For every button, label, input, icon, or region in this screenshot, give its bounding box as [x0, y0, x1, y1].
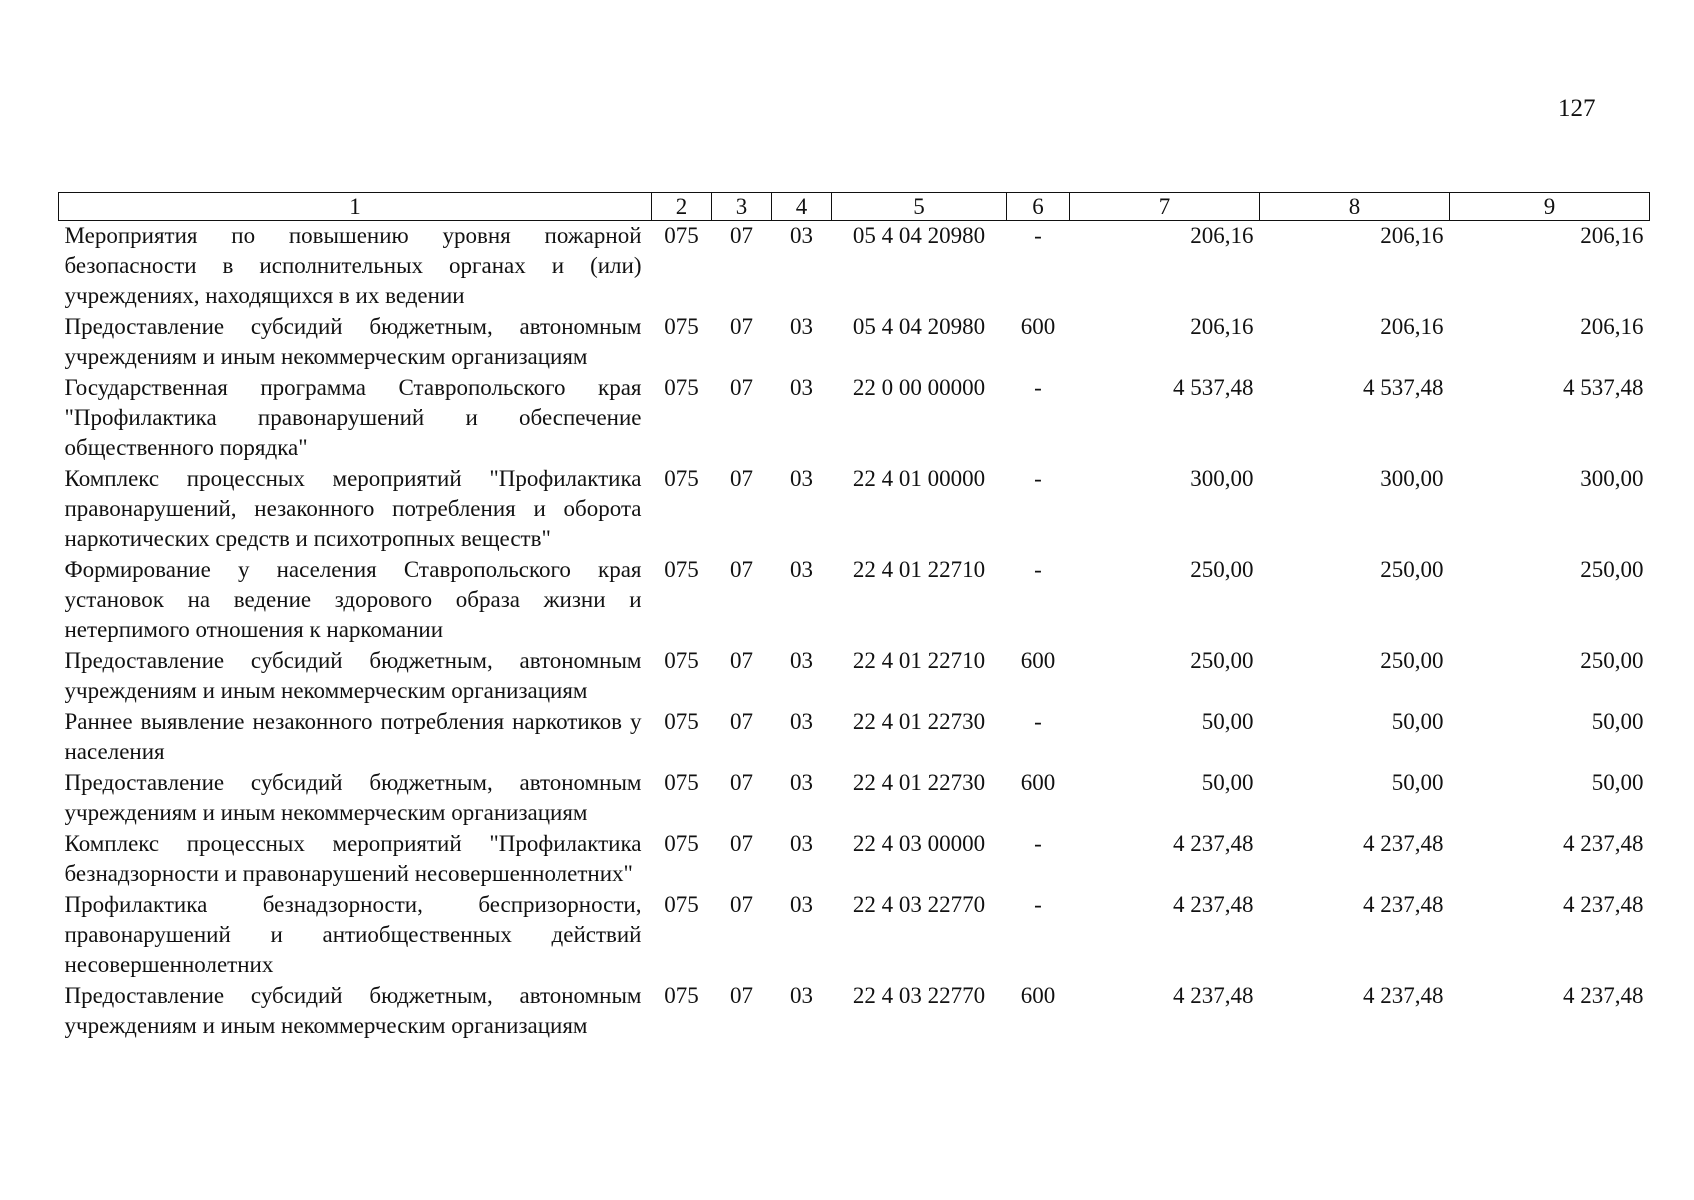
item-name: Предоставление субсидий бюджетным, автономным учреждениям и иным некоммерческим организациям — [64, 983, 642, 1038]
expense-type-code: - — [1034, 709, 1042, 734]
item-name: Раннее выявление незаконного потребления наркотиков у населения — [64, 709, 642, 764]
subsection-code: 03 — [790, 466, 813, 491]
amount-col7: 250,00 — [1190, 648, 1254, 673]
ministry-code: 075 — [664, 709, 699, 734]
amount-col7: 4 237,48 — [1173, 892, 1254, 917]
amount-col7: 250,00 — [1190, 557, 1254, 582]
expense-type-code: - — [1034, 223, 1042, 248]
item-name: Предоставление субсидий бюджетным, автономным учреждениям и иным некоммерческим организациям — [64, 770, 642, 825]
subsection-code: 03 — [790, 770, 813, 795]
item-name: Предоставление субсидий бюджетным, автономным учреждениям и иным некоммерческим организациям — [64, 314, 642, 369]
target-article-code: 22 4 03 00000 — [852, 831, 986, 856]
page-number: 127 — [1558, 95, 1596, 122]
subsection-code: 03 — [790, 983, 813, 1008]
target-article-code: 22 4 03 22770 — [852, 892, 986, 917]
amount-col7: 50,00 — [1201, 709, 1254, 734]
ministry-code: 075 — [664, 223, 699, 248]
section-code: 07 — [730, 983, 753, 1008]
header-cell: 9 — [1450, 193, 1650, 221]
amount-col7: 4 537,48 — [1173, 375, 1254, 400]
target-article-code: 22 4 01 22730 — [852, 770, 986, 795]
ministry-code: 075 — [664, 557, 699, 582]
subsection-code: 03 — [790, 557, 813, 582]
amount-col8: 206,16 — [1380, 314, 1444, 339]
header-row — [59, 193, 1650, 221]
target-article-code: 05 4 04 20980 — [852, 314, 986, 339]
section-code: 07 — [730, 892, 753, 917]
subsection-code: 03 — [790, 648, 813, 673]
table-row — [59, 464, 1650, 555]
amount-col8: 4 237,48 — [1363, 892, 1444, 917]
amount-col7: 206,16 — [1190, 223, 1254, 248]
ministry-code: 075 — [664, 831, 699, 856]
section-code: 07 — [730, 557, 753, 582]
target-article-code: 22 4 01 22710 — [852, 648, 986, 673]
target-article-code: 05 4 04 20980 — [852, 223, 986, 248]
target-article-code: 22 4 03 22770 — [852, 983, 986, 1008]
item-name: Государственная программа Ставропольского края "Профилактика правонарушений и обеспечение общественного порядка" — [64, 375, 642, 460]
item-name: Формирование у населения Ставропольского края установок на ведение здорового образа жизни и нетерпимого отношения к наркомании — [64, 557, 642, 642]
amount-col9: 50,00 — [1591, 709, 1644, 734]
amount-col9: 206,16 — [1580, 223, 1644, 248]
table-row — [59, 768, 1650, 829]
expense-type-code: 600 — [1020, 648, 1056, 673]
table-row — [59, 312, 1650, 373]
expense-type-code: 600 — [1020, 770, 1056, 795]
header-cell: 2 — [652, 193, 712, 221]
item-name: Комплекс процессных мероприятий "Профилактика правонарушений, незаконного потребления и оборота наркотических средств и психотропных веществ" — [64, 466, 642, 551]
ministry-code: 075 — [664, 314, 699, 339]
header-cell: 3 — [712, 193, 772, 221]
table-row — [59, 221, 1650, 313]
section-code: 07 — [730, 375, 753, 400]
subsection-code: 03 — [790, 314, 813, 339]
ministry-code: 075 — [664, 466, 699, 491]
ministry-code: 075 — [664, 892, 699, 917]
amount-col7: 206,16 — [1190, 314, 1254, 339]
header-cell: 7 — [1070, 193, 1260, 221]
ministry-code: 075 — [664, 648, 699, 673]
amount-col8: 300,00 — [1380, 466, 1444, 491]
expense-type-code: - — [1034, 892, 1042, 917]
amount-col7: 300,00 — [1190, 466, 1254, 491]
section-code: 07 — [730, 223, 753, 248]
amount-col8: 4 537,48 — [1363, 375, 1444, 400]
table-body — [59, 221, 1650, 1043]
table-row — [59, 829, 1650, 890]
amount-col8: 50,00 — [1391, 770, 1444, 795]
target-article-code: 22 4 01 22710 — [852, 557, 986, 582]
header-cell: 8 — [1260, 193, 1450, 221]
budget-table — [58, 192, 1650, 1042]
amount-col7: 4 237,48 — [1173, 983, 1254, 1008]
ministry-code: 075 — [664, 983, 699, 1008]
amount-col8: 250,00 — [1380, 557, 1444, 582]
table-row — [59, 555, 1650, 646]
amount-col9: 4 237,48 — [1563, 831, 1644, 856]
section-code: 07 — [730, 709, 753, 734]
subsection-code: 03 — [790, 223, 813, 248]
amount-col9: 250,00 — [1580, 648, 1644, 673]
amount-col8: 4 237,48 — [1363, 831, 1444, 856]
expense-type-code: - — [1034, 831, 1042, 856]
item-name: Мероприятия по повышению уровня пожарной безопасности в исполнительных органах и (или) учреждениях, находящихся в их ведении — [64, 223, 642, 308]
item-name: Профилактика безнадзорности, беспризорности, правонарушений и антиобщественных действий несовершеннолетних — [64, 892, 642, 977]
amount-col9: 206,16 — [1580, 314, 1644, 339]
target-article-code: 22 4 01 00000 — [852, 466, 986, 491]
table-row — [59, 890, 1650, 981]
expense-type-code: - — [1034, 557, 1042, 582]
table-row — [59, 981, 1650, 1042]
section-code: 07 — [730, 648, 753, 673]
section-code: 07 — [730, 770, 753, 795]
header-cell: 5 — [832, 193, 1007, 221]
subsection-code: 03 — [790, 892, 813, 917]
expense-type-code: 600 — [1020, 314, 1056, 339]
section-code: 07 — [730, 466, 753, 491]
section-code: 07 — [730, 831, 753, 856]
header-cell: 1 — [59, 193, 652, 221]
ministry-code: 075 — [664, 375, 699, 400]
amount-col8: 50,00 — [1391, 709, 1444, 734]
expense-type-code: - — [1034, 375, 1042, 400]
amount-col9: 4 237,48 — [1563, 983, 1644, 1008]
table-row — [59, 646, 1650, 707]
target-article-code: 22 4 01 22730 — [852, 709, 986, 734]
table-row — [59, 373, 1650, 464]
amount-col8: 206,16 — [1380, 223, 1444, 248]
amount-col9: 50,00 — [1591, 770, 1644, 795]
header-cell: 6 — [1007, 193, 1070, 221]
item-name: Комплекс процессных мероприятий "Профилактика безнадзорности и правонарушений несовершеннолетних" — [64, 831, 642, 886]
expense-type-code: - — [1034, 466, 1042, 491]
subsection-code: 03 — [790, 831, 813, 856]
section-code: 07 — [730, 314, 753, 339]
amount-col8: 250,00 — [1380, 648, 1444, 673]
amount-col9: 4 537,48 — [1563, 375, 1644, 400]
amount-col8: 4 237,48 — [1363, 983, 1444, 1008]
table-header — [59, 193, 1650, 221]
amount-col9: 250,00 — [1580, 557, 1644, 582]
amount-col9: 300,00 — [1580, 466, 1644, 491]
amount-col7: 4 237,48 — [1173, 831, 1254, 856]
item-name: Предоставление субсидий бюджетным, автономным учреждениям и иным некоммерческим организациям — [64, 648, 642, 703]
header-cell: 4 — [772, 193, 832, 221]
subsection-code: 03 — [790, 709, 813, 734]
table-row — [59, 707, 1650, 768]
amount-col9: 4 237,48 — [1563, 892, 1644, 917]
ministry-code: 075 — [664, 770, 699, 795]
subsection-code: 03 — [790, 375, 813, 400]
target-article-code: 22 0 00 00000 — [852, 375, 986, 400]
amount-col7: 50,00 — [1201, 770, 1254, 795]
expense-type-code: 600 — [1020, 983, 1056, 1008]
